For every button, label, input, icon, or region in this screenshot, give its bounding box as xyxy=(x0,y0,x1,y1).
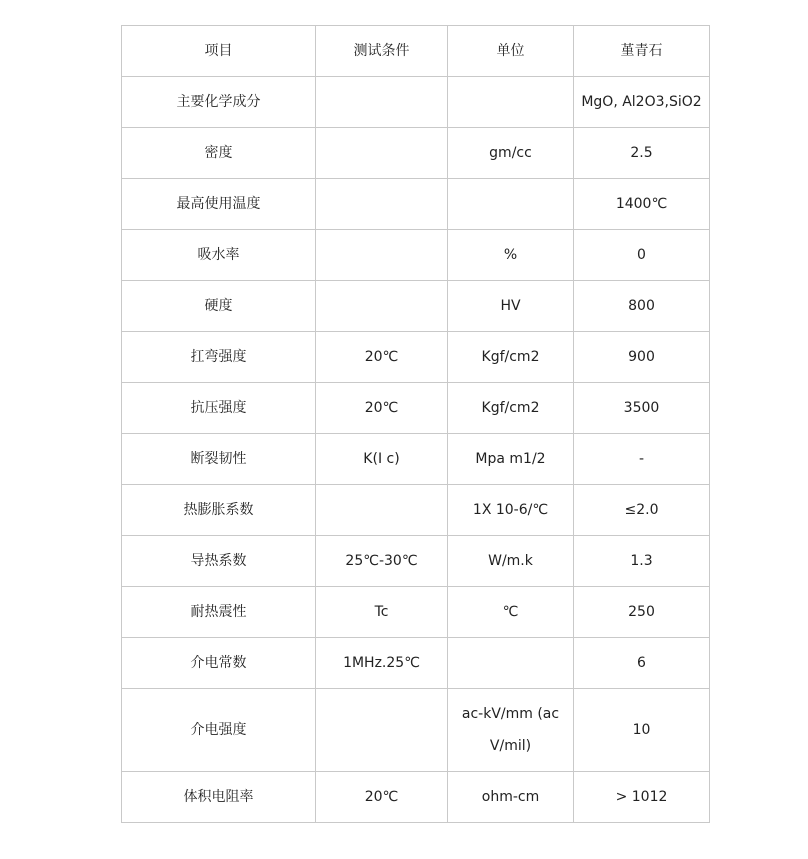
cell-unit xyxy=(448,638,574,689)
header-item: 项目 xyxy=(122,26,316,77)
header-cordierite: 堇青石 xyxy=(574,26,710,77)
cell-condition xyxy=(316,689,448,772)
table-row xyxy=(122,638,710,689)
cell-value: 3500 xyxy=(574,383,710,434)
cell-condition xyxy=(316,230,448,281)
cell-property: 耐热震性 xyxy=(122,587,316,638)
cell-value: 10 xyxy=(574,689,710,772)
cell-unit: HV xyxy=(448,281,574,332)
cell-value: ≤2.0 xyxy=(574,485,710,536)
cell-property: 抗压强度 xyxy=(122,383,316,434)
cell-condition xyxy=(316,128,448,179)
cell-condition: 20℃ xyxy=(316,772,448,823)
cell-unit: Mpa m1/2 xyxy=(448,434,574,485)
table-row xyxy=(122,485,710,536)
cell-unit: Kgf/cm2 xyxy=(448,383,574,434)
cell-condition: Tc xyxy=(316,587,448,638)
cell-property: 热膨胀系数 xyxy=(122,485,316,536)
cell-property: 密度 xyxy=(122,128,316,179)
cell-property: 介电强度 xyxy=(122,689,316,772)
cell-value: - xyxy=(574,434,710,485)
table-row xyxy=(122,332,710,383)
cell-condition: 20℃ xyxy=(316,383,448,434)
cell-value: 900 xyxy=(574,332,710,383)
cell-value: 1.3 xyxy=(574,536,710,587)
table-row xyxy=(122,230,710,281)
header-test-condition: 测试条件 xyxy=(316,26,448,77)
cell-value: 800 xyxy=(574,281,710,332)
cell-property: 主要化学成分 xyxy=(122,77,316,128)
properties-table xyxy=(121,25,710,823)
table-row xyxy=(122,77,710,128)
cell-unit: 1X 10-6/℃ xyxy=(448,485,574,536)
cell-value: 6 xyxy=(574,638,710,689)
cell-condition: K(I c) xyxy=(316,434,448,485)
table-row xyxy=(122,434,710,485)
table-row xyxy=(122,772,710,823)
cell-unit: ℃ xyxy=(448,587,574,638)
cell-property: 扛弯强度 xyxy=(122,332,316,383)
header-unit: 单位 xyxy=(448,26,574,77)
cell-property: 体积电阻率 xyxy=(122,772,316,823)
cell-condition: 20℃ xyxy=(316,332,448,383)
cell-unit xyxy=(448,179,574,230)
cell-value: > 1012 xyxy=(574,772,710,823)
cell-unit: gm/cc xyxy=(448,128,574,179)
cell-value: 250 xyxy=(574,587,710,638)
cell-value: 2.5 xyxy=(574,128,710,179)
cell-unit xyxy=(448,689,574,772)
cell-property: 硬度 xyxy=(122,281,316,332)
table-header-row xyxy=(122,26,710,77)
cell-unit: Kgf/cm2 xyxy=(448,332,574,383)
cell-unit xyxy=(448,77,574,128)
cell-condition xyxy=(316,485,448,536)
table-row xyxy=(122,689,710,772)
cell-property: 断裂韧性 xyxy=(122,434,316,485)
cell-condition: 25℃-30℃ xyxy=(316,536,448,587)
cell-property: 吸水率 xyxy=(122,230,316,281)
cell-value: 1400℃ xyxy=(574,179,710,230)
cell-unit-text: ac-kV/mm (ac V/mil) xyxy=(461,706,560,754)
table-row xyxy=(122,383,710,434)
table-row xyxy=(122,281,710,332)
table-row xyxy=(122,587,710,638)
cell-unit: ohm-cm xyxy=(448,772,574,823)
cell-value: 0 xyxy=(574,230,710,281)
cell-condition xyxy=(316,179,448,230)
table-row xyxy=(122,128,710,179)
cell-value: MgO, Al2O3,SiO2 xyxy=(574,77,710,128)
cell-condition xyxy=(316,281,448,332)
cell-condition xyxy=(316,77,448,128)
cell-unit: W/m.k xyxy=(448,536,574,587)
cell-property: 导热系数 xyxy=(122,536,316,587)
table-row xyxy=(122,536,710,587)
cell-unit: % xyxy=(448,230,574,281)
cell-condition: 1MHz.25℃ xyxy=(316,638,448,689)
cell-property: 最高使用温度 xyxy=(122,179,316,230)
table-row xyxy=(122,179,710,230)
cell-property: 介电常数 xyxy=(122,638,316,689)
